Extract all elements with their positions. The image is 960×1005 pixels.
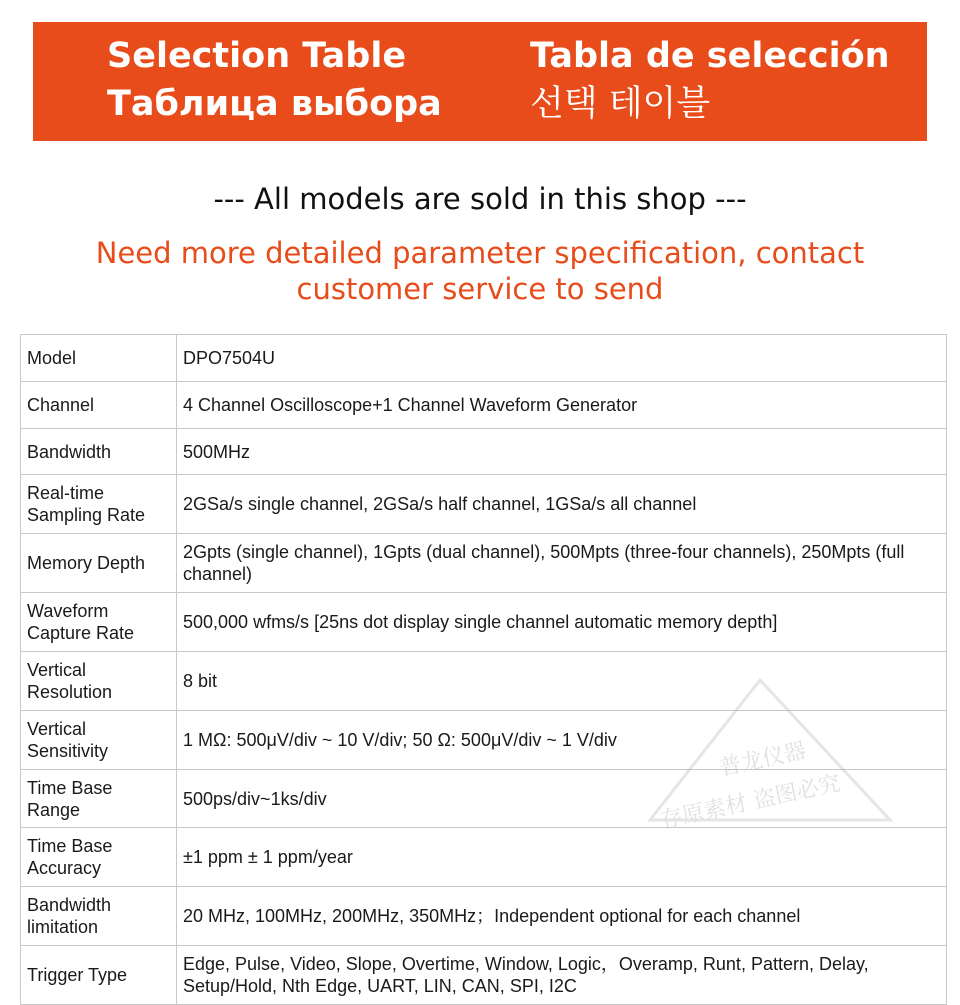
row-label: Memory Depth	[21, 534, 177, 593]
table-row	[21, 711, 947, 770]
table-row	[21, 770, 947, 828]
table-row	[21, 429, 947, 475]
row-label: Vertical Sensitivity	[21, 711, 177, 770]
shop-subtitle: --- All models are sold in this shop ---	[213, 182, 747, 216]
row-label: Bandwidth	[21, 429, 177, 475]
banner-title-es: Tabla de selección	[530, 36, 890, 76]
row-label: Time Base Range	[21, 770, 177, 828]
row-value: Edge, Pulse, Video, Slope, Overtime, Window, Logic，Overamp, Runt, Pattern, Delay, Setup/Hold, Nth Edge, UART, LIN, CAN, SPI, I2C	[177, 946, 947, 1005]
row-value: 2GSa/s single channel, 2GSa/s half channel, 1GSa/s all channel	[177, 475, 947, 534]
banner-title-en: Selection Table	[107, 36, 407, 76]
table-row	[21, 946, 947, 1005]
table-row	[21, 593, 947, 652]
row-value: 500MHz	[177, 429, 947, 475]
row-label: Vertical Resolution	[21, 652, 177, 711]
row-label: Trigger Type	[21, 946, 177, 1005]
row-label: Real-time Sampling Rate	[21, 475, 177, 534]
table-row	[21, 887, 947, 946]
table-row	[21, 652, 947, 711]
row-value: 4 Channel Oscilloscope+1 Channel Waveform Generator	[177, 382, 947, 429]
row-label: Bandwidth limitation	[21, 887, 177, 946]
row-value: 500,000 wfms/s [25ns dot display single channel automatic memory depth]	[177, 593, 947, 652]
table-row	[21, 382, 947, 429]
banner-title-ko: 선택 테이블	[530, 84, 711, 124]
spec-table	[20, 334, 947, 1005]
row-value: 500ps/div~1ks/div	[177, 770, 947, 828]
row-value: ±1 ppm ± 1 ppm/year	[177, 828, 947, 887]
row-value: 8 bit	[177, 652, 947, 711]
watermark-text-2: 存原素材 盗图必究	[658, 771, 843, 834]
table-row	[21, 534, 947, 593]
row-value: DPO7504U	[177, 335, 947, 382]
banner	[33, 22, 927, 141]
banner-title-ru: Таблица выбора	[107, 84, 442, 124]
watermark-text-1: 普龙仪器	[717, 738, 809, 782]
row-label: Channel	[21, 382, 177, 429]
contact-notice: Need more detailed parameter specification, contact customer service to send	[95, 236, 865, 306]
table-row	[21, 475, 947, 534]
table-row	[21, 335, 947, 382]
row-label: Model	[21, 335, 177, 382]
row-value: 2Gpts (single channel), 1Gpts (dual channel), 500Mpts (three-four channels), 250Mpts (full channel)	[177, 534, 947, 593]
row-value: 20 MHz, 100MHz, 200MHz, 350MHz；Independent optional for each channel	[177, 887, 947, 946]
table-row	[21, 828, 947, 887]
row-value: 1 MΩ: 500μV/div ~ 10 V/div; 50 Ω: 500μV/div ~ 1 V/div	[177, 711, 947, 770]
row-label: Waveform Capture Rate	[21, 593, 177, 652]
row-label: Time Base Accuracy	[21, 828, 177, 887]
